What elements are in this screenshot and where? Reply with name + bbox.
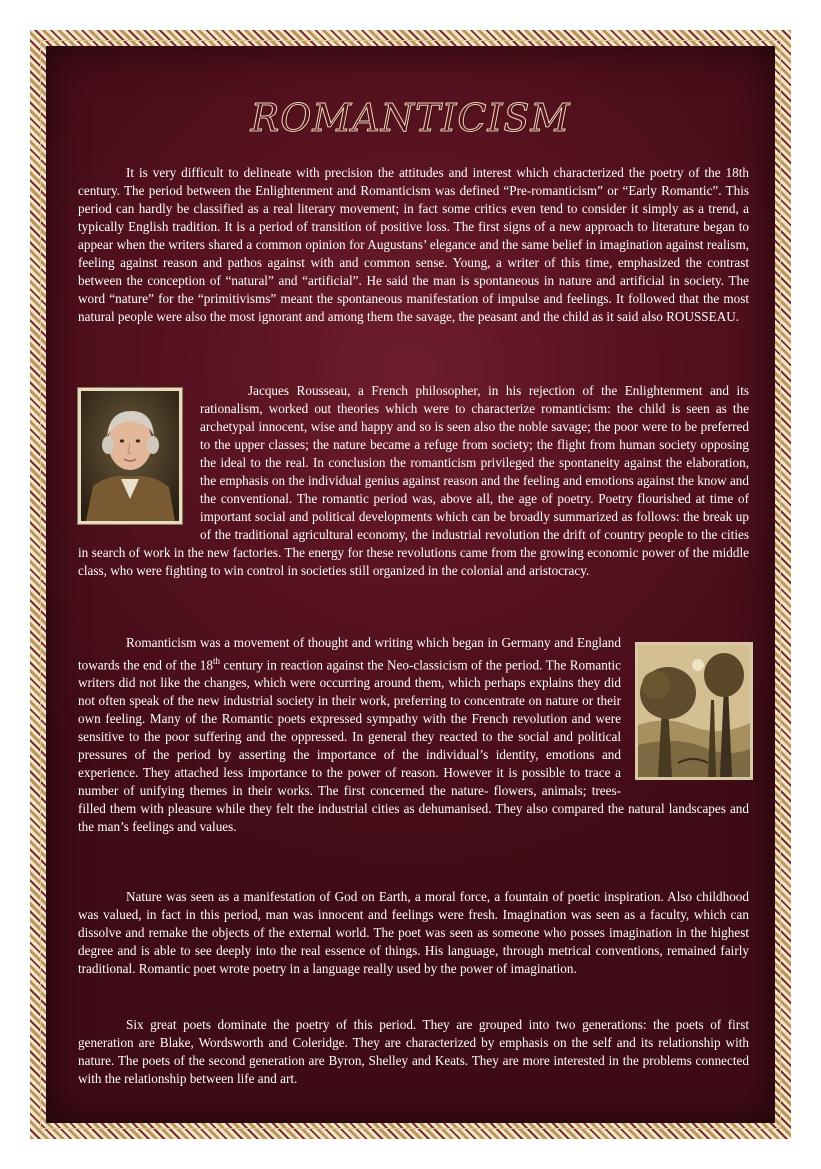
paragraph-movement [78, 634, 749, 836]
paragraph-intro: It is very difficult to delineate with precision the attitudes and interest which characterized the poetry of the 18th century. The period between the Enlightenment and Romanticism was defined “Pre-romanticism” or “Early Romantic”. This period can hardly be classified as a real literary movement; in fact some critics even tend to consider it simply as a trend, a typically English tradition. It is a period of transition of positive loss. The first signs of a new approach to literature began to appear when the writers shared a common opinion for Augustans’ elegance and the same belief in imagination against realism, feeling against reason and pathos against with and common sense. Young, a writer of this time, emphasized the contrast between the conception of “natural” and “artificial”. He said the man is spontaneous in nature and artificial in society. The word “nature” for the “primitivisms” meant the spontaneous manifestation of impulse and feelings. It followed that the most natural people were also the most ignorant and among them the savage, the peasant and the child as it said also ROUSSEAU. [78, 165, 749, 324]
romantic-landscape-image [635, 642, 753, 780]
paragraph-poets: Six great poets dominate the poetry of this period. They are grouped into two generations: the poets of first generation are Blake, Wordsworth and Coleridge. They are characterized by emphasis on the self and its relationship with nature. The poets of the second generation are Byron, Shelley and Keats. They are more interested in the problems connected with the relationship between life and art. [78, 1017, 749, 1086]
landscape-illustration [638, 645, 750, 777]
superscript-th: th [212, 656, 220, 666]
paragraph-rousseau-text: Jacques Rousseau, a French philosopher, in his rejection of the Enlightenment and its rationalism, worked out theories which were to characterize romanticism: the child is seen as the archetypal innocent, wise and happy and so is seen also the noble savage; the poor were to be preferred to the upper classes; the nature became a refuge from society; the flight from human society opposing the ideal to the real. In conclusion the romanticism privileged the spontaneity against the elaboration, the emphasis on the individual genius against reason and the feeling and emotions against the know and the conventional. The romantic period was, above all, the age of poetry. Poetry flourished at time of important social and political developments which can be broadly summarized as follows: the break up of the traditional agricultural economy, the industrial revolution the drift of country people to the cities in search of work in the new factories. The energy for these revolutions came from the growing economic power of the middle class, who were fighting to win control in societies still organized in the colonial and aristocracy. [78, 383, 749, 578]
page-title: ROMANTICISM [250, 96, 571, 140]
paragraph-movement-text-a: Romanticism was a movement of thought and writing which began in Germany and England towards the end of the 18 [78, 635, 621, 673]
content-panel [46, 46, 775, 1123]
portrait-illustration [81, 391, 179, 521]
paragraph-rousseau [78, 382, 749, 580]
rousseau-portrait-image [78, 388, 182, 524]
paragraph-nature: Nature was seen as a manifestation of God on Earth, a moral force, a fountain of poetic inspiration. Also childhood was valued, in fact in this period, man was innocent and feelings were fresh. Imagination was seen as a faculty, which can dissolve and remake the objects of the external world. The poet was seen as someone who posses imagination in the highest degree and is able to see deeply into the real essence of things. His language, through metrical conventions, remained fairly traditional. Romantic poet wrote poetry in a language really used by the power of imagination. [78, 889, 749, 976]
paragraph-movement-text-b: century in reaction against the Neo-classicism of the period. The Romantic writers did not like the changes, which were occurring around them, which perhaps explains they did not often speak of the new industrial society in their work, preferring to concentrate on nature or their own feeling. Many of the Romantic poets expressed sympathy with the French revolution and were sensitive to the poor suffering and the oppressed. In general they reacted to the social and political pressures of the period by asserting the importance of the individual’s identity, emotions and experience. They attached less importance to the power of reason. However it is possible to trace a number of unifying themes in their works. The first concerned the nature- flowers, animals; trees- filled them with pleasure while they felt the industrial cities as dehumanised. They also compared the natural landscapes and the man’s feelings and values. [78, 657, 749, 835]
